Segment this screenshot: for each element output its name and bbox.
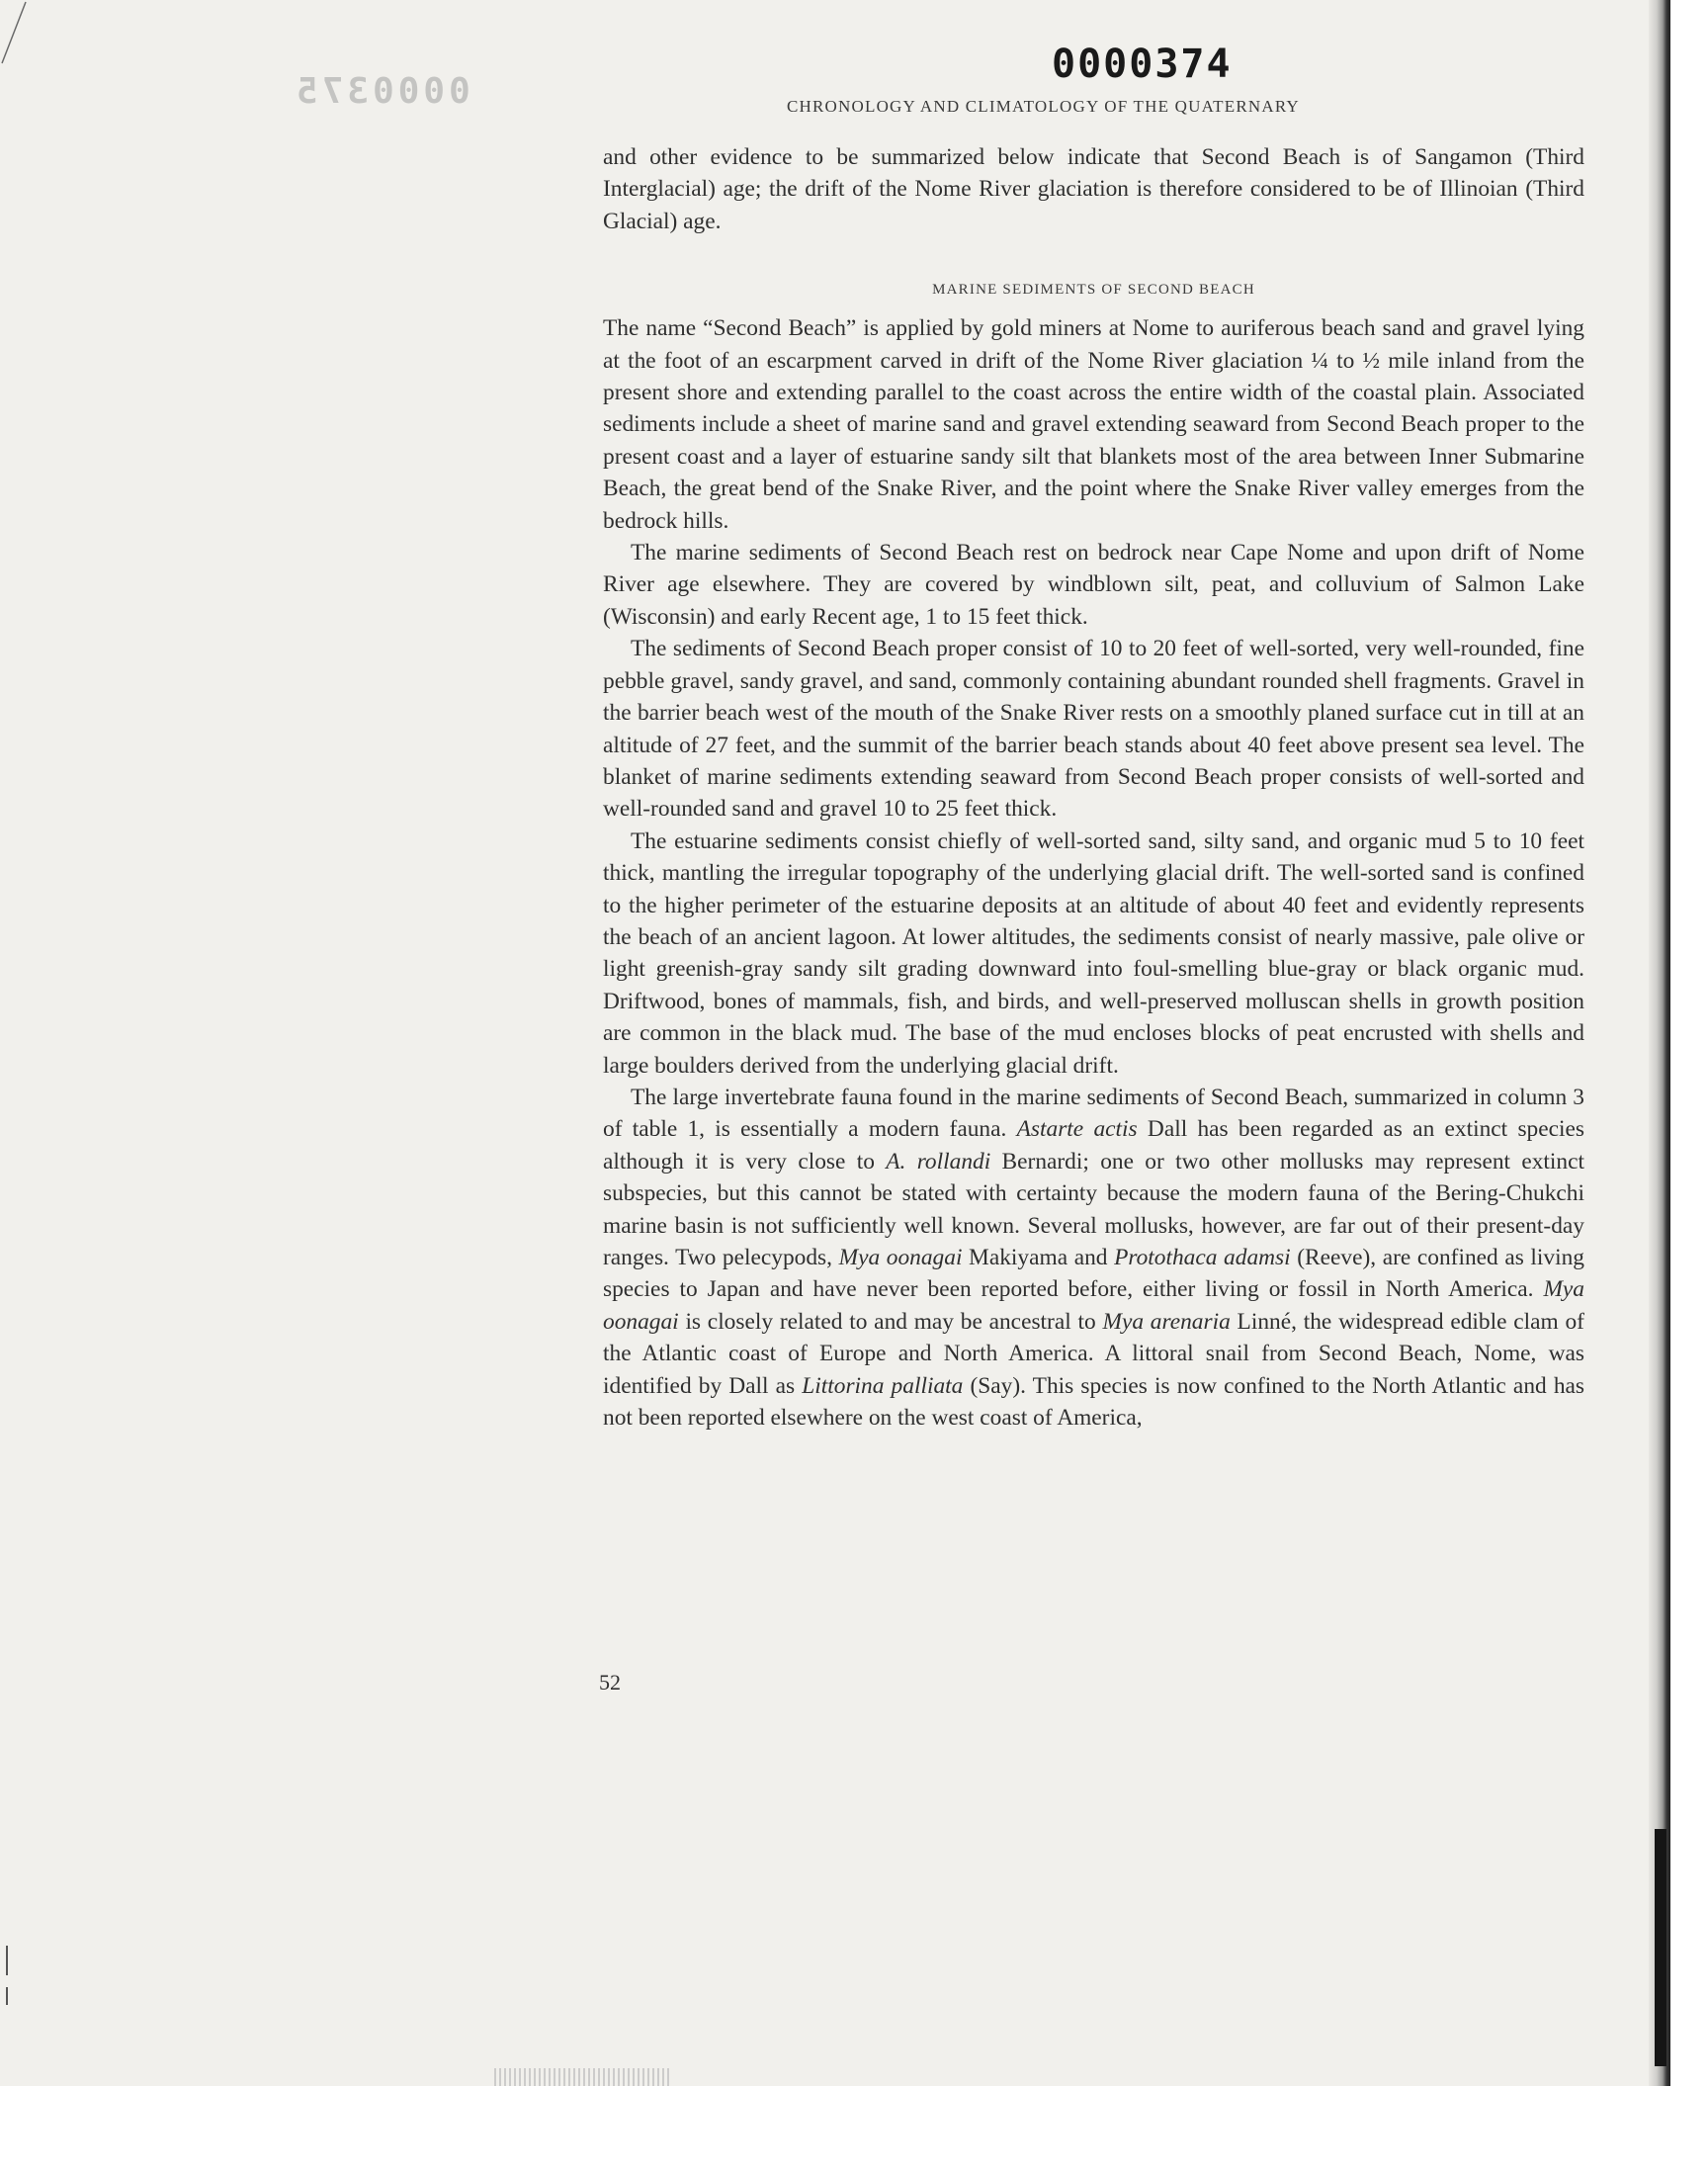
text-run: The large invertebrate fauna found in the marine sediments of Second Beach, summarized in column 3 of table 1, is essentially a modern fauna. [603,1084,1584,1143]
text-run: Linné, the widespread edible clam of the Atlantic coast of Europe and North America. A littoral snail from Second Beach, Nome, was identified by Dall as [603,1308,1584,1399]
text-run: (Say). This species is now confined to the North Atlantic and has not been reported elsewhere on the west coast of America, [603,1372,1584,1432]
running-head: CHRONOLOGY AND CLIMATOLOGY OF THE QUATERNARY [787,97,1300,116]
scan-artifact-strip [494,2068,672,2086]
species-name: Littorina palliata [802,1372,964,1399]
species-name: A. rollandi [886,1148,991,1174]
mirrored-bleedthrough-stamp: 0000375 [293,71,470,112]
binding-shadow [1655,1829,1666,2066]
page-edge-shadow [1649,0,1670,2086]
species-name: Mya oonagai [838,1245,963,1270]
species-name: Astarte actis [1016,1116,1138,1143]
document-stamp-number: 0000374 [1052,42,1233,87]
text-run: (Reeve), are confined as living species to Japan and have never been reported before, either living or fossil in North America. [603,1245,1585,1303]
edge-speck [6,1987,8,2005]
text-run: Bernardi; one or two other mollusks may represent extinct subspecies, but this cannot be stated with certainty because the modern fauna of the Bering-Chukchi marine basin is not sufficiently well known. Several mollusks, however, are far out of their present-day ranges. Two pelecypods, [603,1148,1585,1270]
body-text [603,141,1584,1434]
paragraph: The sediments of Second Beach proper consist of 10 to 20 feet of well-sorted, very well-rounded, fine pebble gravel, sandy gravel, and sand, commonly containing abundant rounded shell fragments. Gravel in the barrier beach west of the mouth of the Snake River rests on a smoothly planed surface cut in till at an altitude of 27 feet, and the summit of the barrier beach stands about 40 feet above present sea level. The blanket of marine sediments extending seaward from Second Beach proper consists of well-sorted and well-rounded sand and gravel 10 to 25 feet thick. [603,636,1584,823]
page-number: 52 [599,1670,621,1695]
species-name: Protothaca adamsi [1114,1245,1291,1270]
text-run: Dall has been regarded as an extinct species although it is very close to [603,1116,1585,1174]
paragraph-fauna [603,1082,1584,1434]
edge-speck [6,1946,8,1975]
text-run: Makiyama and [962,1245,1115,1270]
text-run: is closely related to and may be ancestral to [678,1308,1103,1335]
species-name: Mya arenaria [1102,1308,1231,1335]
intro-paragraph: and other evidence to be summarized below indicate that Second Beach is of Sangamon (Third Interglacial) age; the drift of the Nome River glaciation is therefore considered to be of Illinoian (Third Glacial) age. [603,144,1584,234]
species-name: Mya oonagai [603,1276,1584,1335]
section-heading: MARINE SEDIMENTS OF SECOND BEACH [932,282,1255,299]
page-corner-mark [0,0,40,69]
paragraph: The estuarine sediments consist chiefly of well-sorted sand, silty sand, and organic mud 5 to 10 feet thick, mantling the irregular topography of the underlying glacial drift. The well-sorted sand is confined to the higher perimeter of the estuarine deposits at an altitude of about 40 feet and evidently represents the beach of an ancient lagoon. At lower altitudes, the sediments consist of nearly massive, pale olive or light greenish-gray sandy silt grading downward into foul-smelling blue-gray or black organic mud. Driftwood, bones of mammals, fish, and birds, and well-preserved molluscan shells in growth position are common in the black mud. The base of the mud encloses blocks of peat encrusted with shells and large boulders derived from the underlying glacial drift. [603,827,1584,1079]
paragraph: The marine sediments of Second Beach rest on bedrock near Cape Nome and upon drift of Nome River age elsewhere. They are covered by windblown silt, peat, and colluvium of Salmon Lake (Wisconsin) and early Recent age, 1 to 15 feet thick. [603,540,1584,630]
scan-margin [0,2086,1708,2175]
paragraph: The name “Second Beach” is applied by gold miners at Nome to auriferous beach sand and gravel lying at the foot of an escarpment carved in drift of the Nome River glaciation ¼ to ½ mile inland from the present shore and extending parallel to the coast across the entire width of the coastal plain. Associated sediments include a sheet of marine sand and gravel extending seaward from Second Beach proper to the present coast and a layer of estuarine sandy silt that blankets most of the area between Inner Submarine Beach, the great bend of the Snake River, and the point where the Snake River valley emerges from the bedrock hills. [603,315,1584,534]
